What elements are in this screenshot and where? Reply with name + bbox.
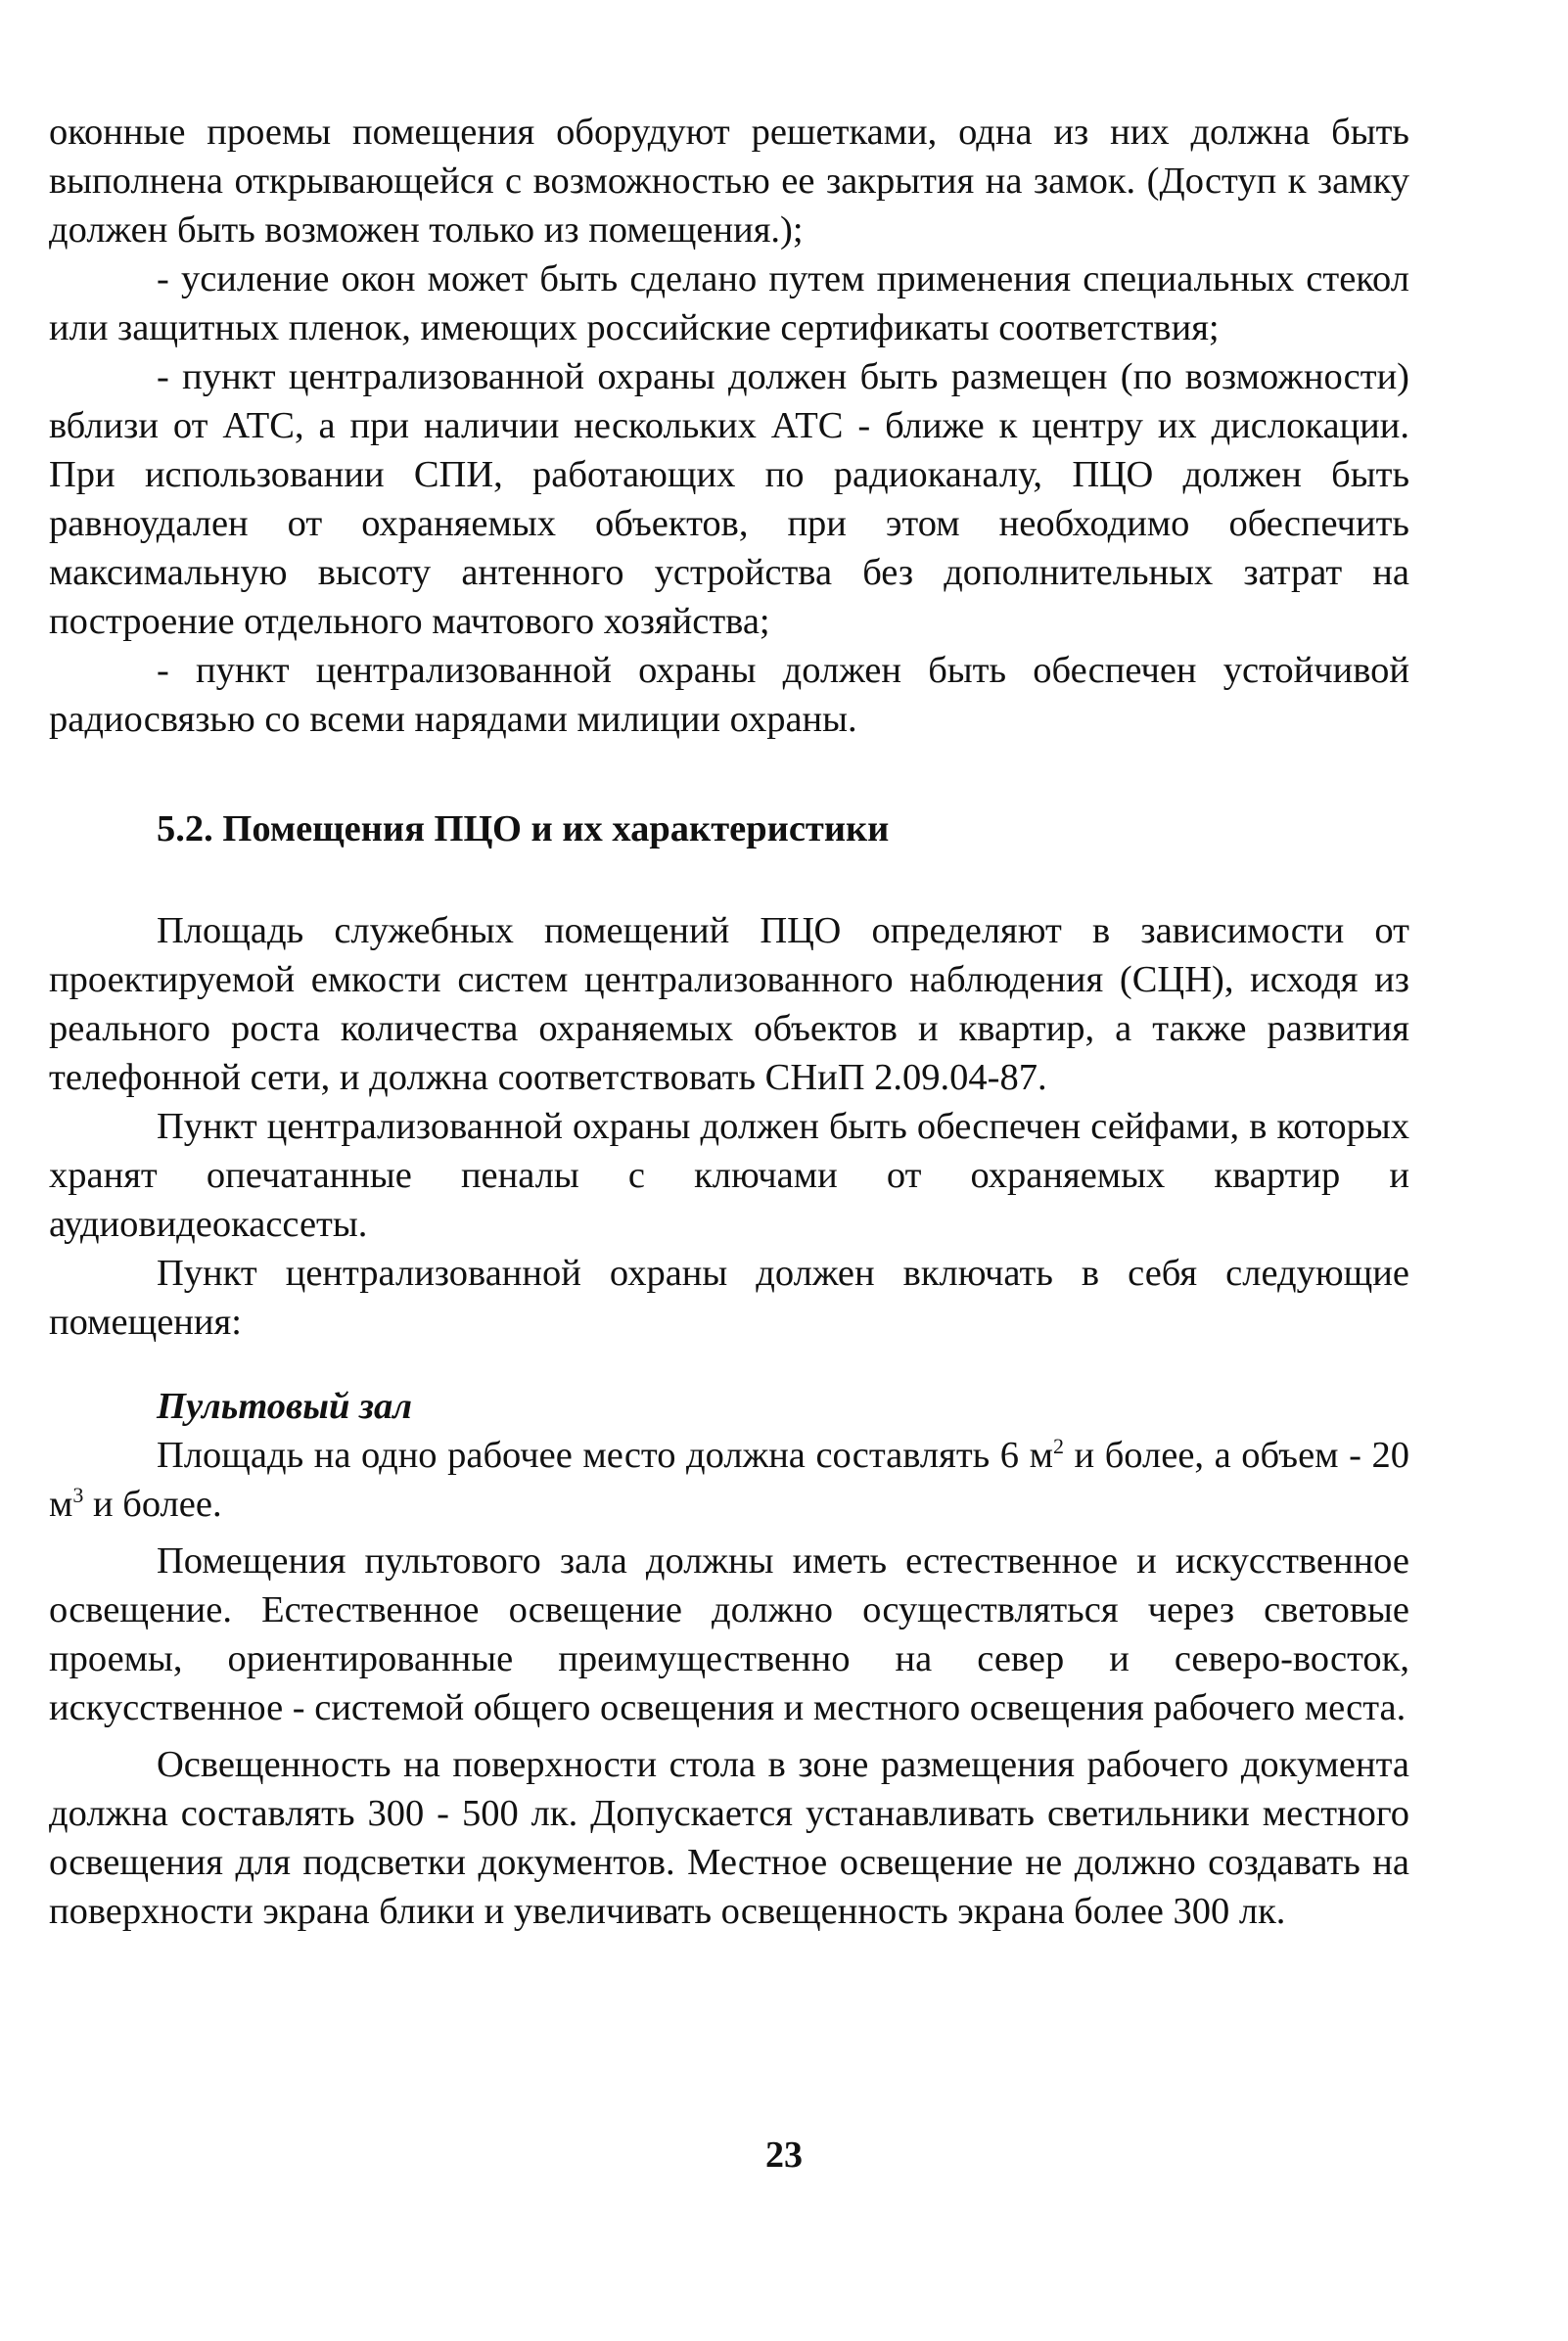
page-number: 23 <box>765 2134 803 2176</box>
paragraph-safes: Пункт централизованной охраны должен быть обеспечен сейфами, в которых хранят опечатанные пеналы с ключами от охраняемых квартир и аудиовидеокассеты. <box>49 1106 1409 1245</box>
workplace-area-text-3: и более. <box>83 1484 222 1525</box>
superscript-cubic: 3 <box>72 1483 84 1508</box>
paragraph-room-area: Площадь служебных помещений ПЦО определяют в зависимости от проектируемой емкости систем централизованного наблюдения (СЦН), исходя из реального роста количества охраняемых объектов и квартир, а также развития телефонной сети, и должна соответствовать СНиП 2.09.04-87. <box>49 910 1409 1098</box>
paragraph-illuminance: Освещенность на поверхности стола в зоне размещения рабочего документа должна составлять 300 - 500 лк. Допускается устанавливать светильники местного освещения для подсветки документов. Местное освещение не должно создавать на поверхности экрана блики и увеличивать освещенность экрана более 300 лк. <box>49 1744 1409 1932</box>
paragraph-window-openings: оконные проемы помещения оборудуют решетками, одна из них должна быть выполнена открывающейся с возможностью ее закрытия на замок. (Доступ к замку должен быть возможен только из помещения.); <box>49 112 1409 251</box>
section-heading: 5.2. Помещения ПЦО и их характеристики <box>157 808 890 849</box>
paragraph-workplace-area <box>49 1431 1409 1529</box>
paragraph-rooms-list: Пункт централизованной охраны должен включать в себя следующие помещения: <box>49 1253 1409 1343</box>
paragraph-lighting: Помещения пультового зала должны иметь естественное и искусственное освещение. Естественное освещение должно осуществляться через световые проемы, ориентированные преимущественно на север и северо-восток, искусственное - системой общего освещения и местного освещения рабочего места. <box>49 1540 1409 1728</box>
paragraph-radio-communication: - пункт централизованной охраны должен быть обеспечен устойчивой радиосвязью со всеми нарядами милиции охраны. <box>49 650 1409 740</box>
workplace-area-text-2: и более, а объем - 20 м <box>49 1435 1409 1525</box>
paragraph-window-reinforcement: - усиление окон может быть сделано путем применения специальных стекол или защитных пленок, имеющих российские сертификаты соответствия; <box>49 258 1409 348</box>
body-text <box>49 108 1409 1936</box>
paragraph-pco-location: - пункт централизованной охраны должен быть размещен (по возможности) вблизи от АТС, а при наличии нескольких АТС - ближе к центру их дислокации. При использовании СПИ, работающих по радиоканалу, ПЦО должен быть равноудален от охраняемых объектов, при этом необходимо обеспечить максимальную высоту антенного устройства без дополнительных затрат на построение отдельного мачтового хозяйства; <box>49 356 1409 642</box>
superscript-square: 2 <box>1052 1434 1064 1459</box>
subheading-control-room: Пультовый зал <box>157 1386 413 1427</box>
workplace-area-text-1: Площадь на одно рабочее место должна составлять 6 м <box>157 1435 1053 1476</box>
